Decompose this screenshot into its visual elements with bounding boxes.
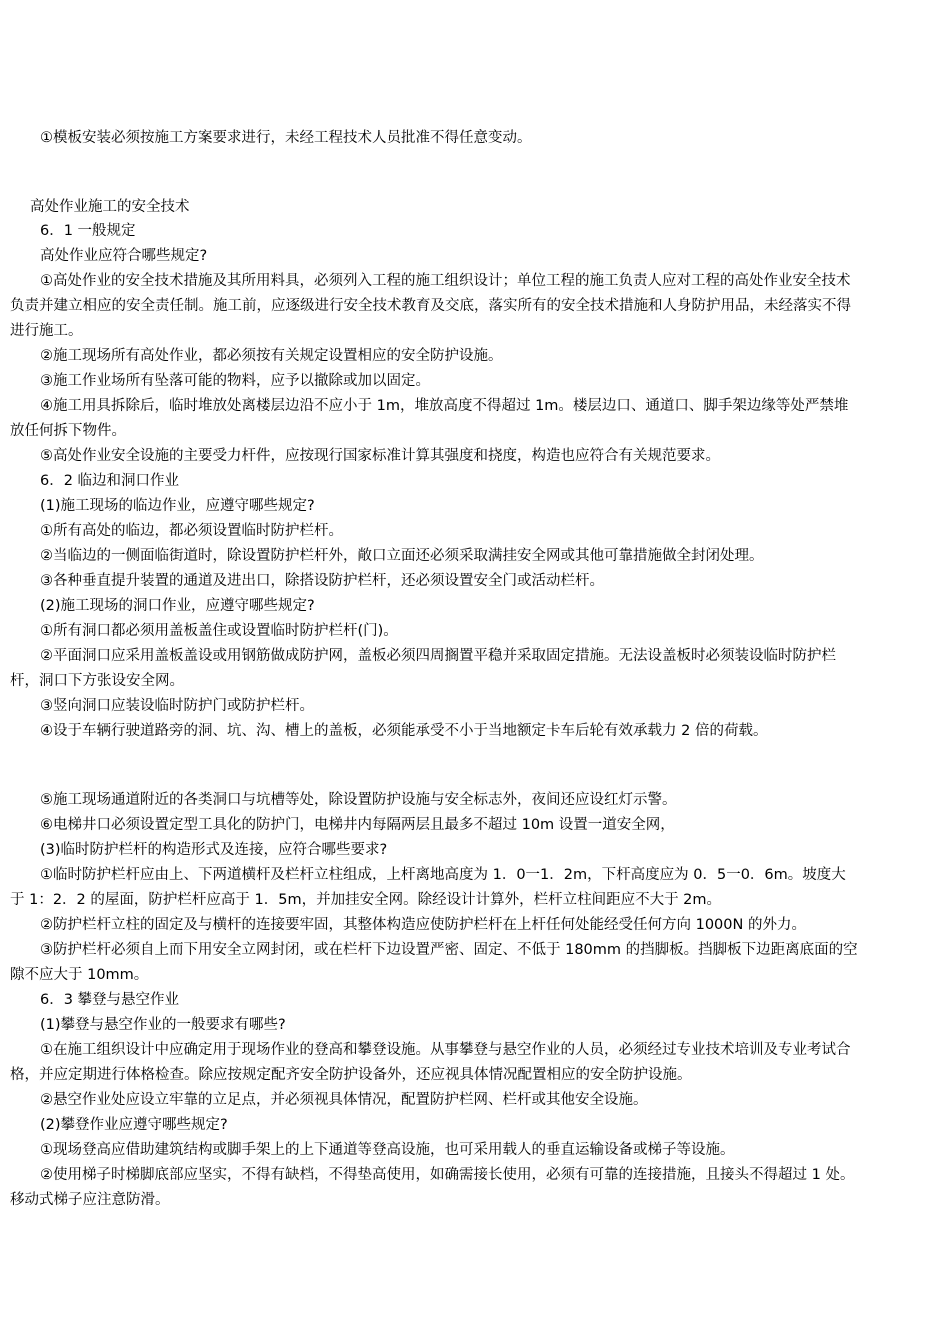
paragraph-line: ②使用梯子时梯脚底部应坚实，不得有缺档，不得垫高使用，如确需接长使用，必须有可靠的连接措施，且接头不得超过 1 处。 (40, 1167, 855, 1183)
paragraph-line: ②平面洞口应采用盖板盖设或用钢筋做成防护网，盖板必须四周搁置平稳并采取固定措施。无法设盖板时必须装设临时防护栏 (40, 648, 836, 664)
question-heading: (1)攀登与悬空作业的一般要求有哪些? (40, 1017, 286, 1033)
question-heading: 高处作业应符合哪些规定? (40, 248, 208, 264)
question-heading: (3)临时防护栏杆的构造形式及连接，应符合哪些要求? (40, 842, 388, 858)
paragraph-line: 隙不应大于 10mm。 (10, 967, 149, 983)
paragraph-line: ③各种垂直提升装置的通道及进出口，除搭设防护栏杆，还必须设置安全门或活动栏杆。 (40, 573, 604, 589)
paragraph-line: ②悬空作业处应设立牢靠的立足点，并必须视具体情况，配置防护栏网、栏杆或其他安全设施。 (40, 1092, 648, 1108)
paragraph-line: ④设于车辆行驶道路旁的洞、坑、沟、槽上的盖板，必须能承受不小于当地额定卡车后轮有效承载力 2 倍的荷载。 (40, 723, 768, 739)
paragraph-line: ⑤施工现场通道附近的各类洞口与坑槽等处，除设置防护设施与安全标志外，夜间还应设红灯示警。 (40, 792, 677, 808)
paragraph-line: ②防护栏杆立柱的固定及与横杆的连接要牢固，其整体构造应使防护栏杆在上杆任何处能经受任何方向 1000N 的外力。 (40, 917, 806, 933)
subsection-heading: 6．2 临边和洞口作业 (40, 473, 180, 489)
subsection-heading: 6．3 攀登与悬空作业 (40, 992, 180, 1008)
paragraph-line: 放任何拆下物件。 (10, 423, 126, 439)
paragraph-line: 格，并应定期进行体格检查。除应按规定配齐安全防护设备外，还应视具体情况配置相应的安全防护设施。 (10, 1067, 692, 1083)
question-heading: (2)施工现场的洞口作业，应遵守哪些规定? (40, 598, 315, 614)
paragraph-line: ⑤高处作业安全设施的主要受力杆件，应按现行国家标准计算其强度和挠度，构造也应符合有关规范要求。 (40, 448, 720, 464)
paragraph-line: ①现场登高应借助建筑结构或脚手架上的上下通道等登高设施，也可采用载人的垂直运输设备或梯子等设施。 (40, 1142, 735, 1158)
paragraph-line: ①高处作业的安全技术措施及其所用料具，必须列入工程的施工组织设计；单位工程的施工负责人应对工程的高处作业安全技术 (40, 273, 851, 289)
paragraph-line: ①所有高处的临边，都必须设置临时防护栏杆。 (40, 523, 343, 539)
paragraph-line: ②施工现场所有高处作业，都必须按有关规定设置相应的安全防护设施。 (40, 348, 503, 364)
paragraph-line: ②当临边的一侧面临街道时，除设置防护栏杆外，敞口立面还必须采取满挂安全网或其他可靠措施做全封闭处理。 (40, 548, 764, 564)
section-heading: 高处作业施工的安全技术 (30, 199, 190, 215)
paragraph-line: 进行施工。 (10, 323, 83, 339)
question-heading: (1)施工现场的临边作业，应遵守哪些规定? (40, 498, 315, 514)
subsection-heading: 6．1 一般规定 (40, 223, 136, 239)
paragraph-line: ①临时防护栏杆应由上、下两道横杆及栏杆立柱组成，上杆离地高度为 1．0一1．2m，下杆高度应为 0．5一0．6m。坡度大 (40, 867, 846, 883)
paragraph-line: ③防护栏杆必须自上而下用安全立网封闭，或在栏杆下边设置严密、固定、不低于 180mm 的挡脚板。挡脚板下边距离底面的空 (40, 942, 858, 958)
paragraph-line: ③施工作业场所有坠落可能的物料，应予以撤除或加以固定。 (40, 373, 430, 389)
question-heading: (2)攀登作业应遵守哪些规定? (40, 1117, 228, 1133)
paragraph-line: ①在施工组织设计中应确定用于现场作业的登高和攀登设施。从事攀登与悬空作业的人员，必须经过专业技术培训及专业考试合 (40, 1042, 851, 1058)
paragraph-line: ①所有洞口都必须用盖板盖住或设置临时防护栏杆(门)。 (40, 623, 398, 639)
paragraph-line: 杆，洞口下方张设安全网。 (10, 673, 184, 689)
paragraph-line: 负责并建立相应的安全责任制。施工前，应逐级进行安全技术教育及交底，落实所有的安全技术措施和人身防护用品，未经落实不得 (10, 298, 851, 314)
paragraph-line: ⑥电梯井口必须设置定型工具化的防护门，电梯井内每隔两层且最多不超过 10m 设置一道安全网， (40, 817, 675, 833)
document-page (10, 0, 940, 1344)
paragraph-line: ③竖向洞口应装设临时防护门或防护栏杆。 (40, 698, 314, 714)
paragraph-line: 移动式梯子应注意防滑。 (10, 1192, 170, 1208)
paragraph-formwork-rule: ①模板安装必须按施工方案要求进行，未经工程技术人员批准不得任意变动。 (40, 130, 532, 146)
paragraph-line: ④施工用具拆除后，临时堆放处离楼层边沿不应小于 1m，堆放高度不得超过 1m。楼层边口、通道口、脚手架边缘等处严禁堆 (40, 398, 849, 414)
paragraph-line: 于 1：2．2 的屋面，防护栏杆应高于 1．5m，并加挂安全网。除经设计计算外，栏杆立柱间距应不大于 2m。 (10, 892, 722, 908)
